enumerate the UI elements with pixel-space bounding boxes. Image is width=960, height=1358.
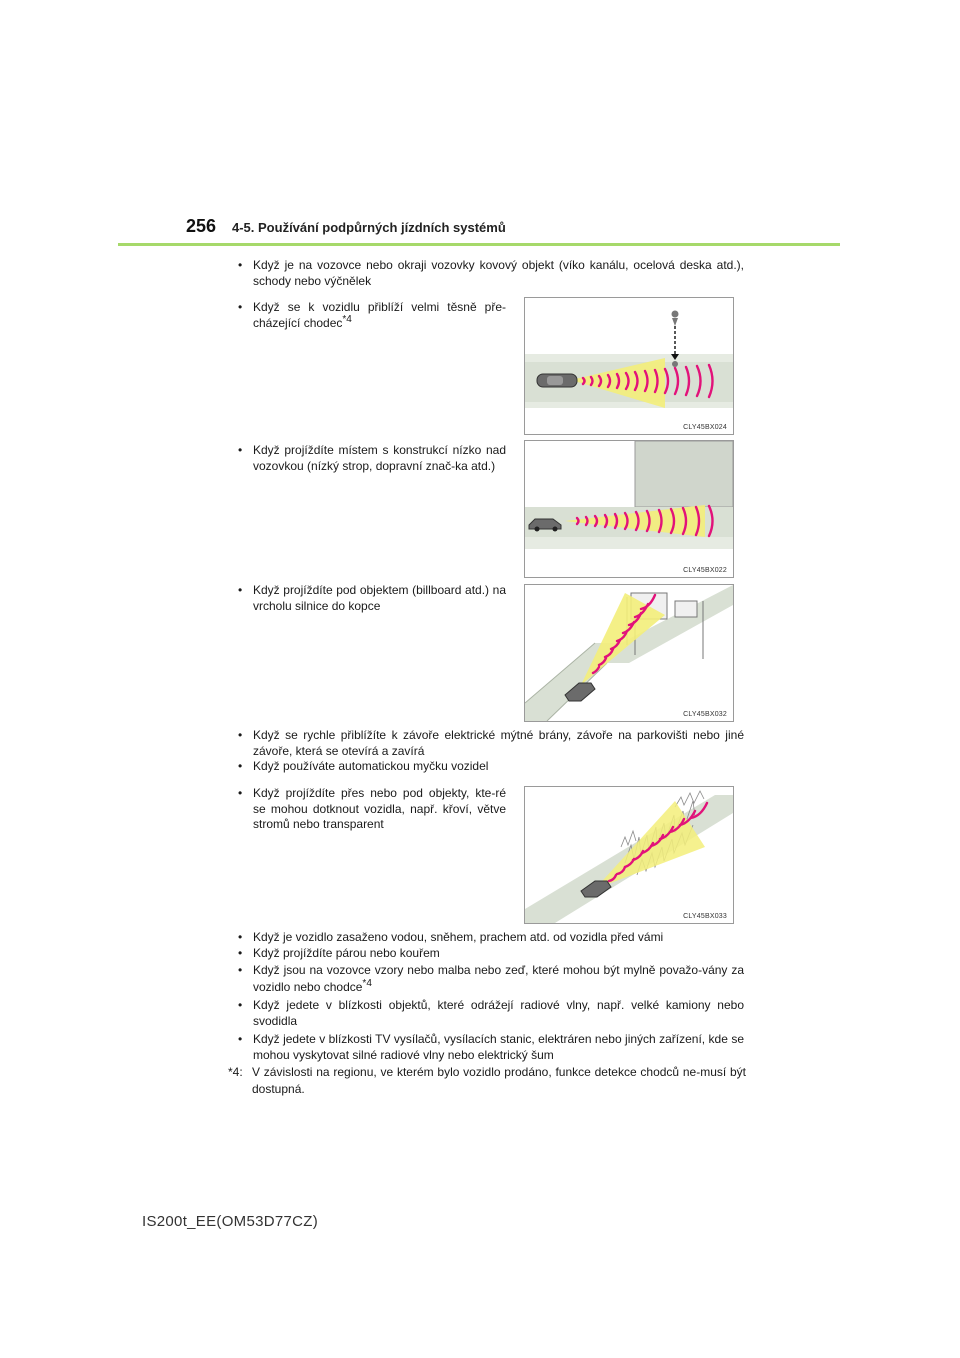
bullet-item [238, 258, 744, 289]
bullet-dot: • [238, 300, 243, 314]
figure-label: CLY45BX033 [683, 913, 727, 920]
figure-label: CLY45BX024 [683, 424, 727, 431]
bullet-text: Když projíždíte místem s konstrukcí nízko nad vozovkou (nízký strop, dopravní znač-ka atd.) [253, 443, 506, 473]
low-structure-illustration [525, 441, 733, 577]
bullet-text: Když je na vozovce nebo okraji vozovky kovový objekt (víko kanálu, ocelová deska atd.), schody nebo výčnělek [253, 258, 744, 288]
shrubbery-illustration [525, 787, 733, 923]
bullet-text: Když projíždíte pod objektem (billboard atd.) na vrcholu silnice do kopce [253, 583, 506, 613]
document-id: IS200t_EE(OM53D77CZ) [142, 1213, 319, 1230]
bullet-item [238, 443, 506, 474]
bullet-item [238, 759, 744, 775]
bullet-text: Když je vozidlo zasaženo vodou, sněhem, prachem atd. od vozidla před vámi [253, 930, 664, 944]
bullet-text: Když se k vozidlu přiblíží velmi těsně pře-cházející chodec [253, 300, 506, 330]
bullet-item [238, 930, 744, 946]
section-title: 4-5. Používání podpůrných jízdních systémů [232, 220, 506, 235]
bullet-dot: • [238, 998, 243, 1012]
footnote-ref: *4 [342, 313, 352, 325]
bullet-text: Když projíždíte přes nebo pod objekty, kte-ré se mohou dotknout vozidla, např. křoví, větve stromů nebo transparent [253, 786, 506, 831]
footnote-text: V závislosti na regionu, ve kterém bylo vozidlo prodáno, funkce detekce chodců ne-musí být dostupná. [252, 1065, 746, 1096]
header-rule [118, 243, 840, 246]
bullet-item [238, 946, 744, 962]
bullet-item [238, 998, 744, 1029]
bullet-text: Když jsou na vozovce vzory nebo malba nebo zeď, které mohou být mylně považo-vány za vozidlo nebo chodce [253, 963, 744, 994]
bullet-text: Když se rychle přiblížíte k závoře elektrické mýtné brány, závoře na parkovišti nebo jiné závoře, která se otevírá a zavírá [253, 728, 744, 758]
bullet-text: Když projíždíte párou nebo kouřem [253, 946, 440, 960]
bullet-dot: • [238, 963, 243, 977]
bullet-item [238, 962, 744, 996]
figure-label: CLY45BX032 [683, 711, 727, 718]
bullet-item [238, 300, 506, 331]
figure-label: CLY45BX022 [683, 567, 727, 574]
bullet-text: Když používáte automatickou myčku vozidel [253, 759, 489, 773]
footnote-mark: *4: [228, 1065, 243, 1079]
bullet-dot: • [238, 930, 243, 944]
bullet-dot: • [238, 759, 243, 773]
shrubbery-figure [524, 786, 734, 924]
bullet-text: Když jedete v blízkosti objektů, které odrážejí radiové vlny, např. velké kamiony nebo svodidla [253, 998, 744, 1028]
bullet-dot: • [238, 583, 243, 597]
bullet-dot: • [238, 258, 243, 272]
bullet-item [238, 583, 506, 614]
bullet-dot: • [238, 1032, 243, 1046]
low-structure-figure [524, 440, 734, 578]
page-number: 256 [186, 216, 217, 236]
bullet-item [238, 1032, 744, 1063]
pedestrian-detection-figure [524, 297, 734, 435]
billboard-hill-figure [524, 584, 734, 722]
footnote-ref: *4 [362, 978, 372, 989]
bullet-dot: • [238, 946, 243, 960]
pedestrian-illustration [525, 298, 733, 434]
bullet-dot: • [238, 786, 243, 800]
footnote [228, 1064, 746, 1098]
billboard-illustration [525, 585, 733, 721]
bullet-dot: • [238, 728, 243, 742]
bullet-text: Když jedete v blízkosti TV vysílačů, vysílacích stanic, elektráren nebo jiných zařízení, kde se mohou vyskytovat silné radiové vlny nebo elektrický šum [253, 1032, 744, 1062]
bullet-item [238, 786, 506, 833]
bullet-dot: • [238, 443, 243, 457]
bullet-item [238, 728, 744, 759]
